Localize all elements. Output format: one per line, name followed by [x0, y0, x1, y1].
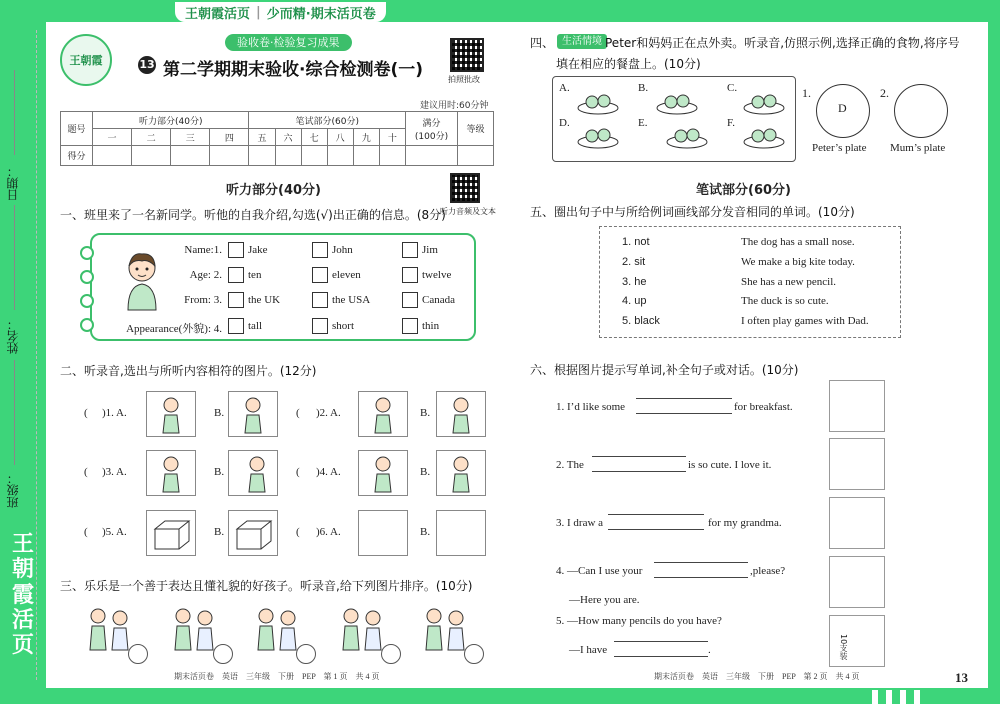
answer-blank-line[interactable]: [636, 413, 732, 414]
num-cell: 五: [249, 129, 275, 146]
sentence-text[interactable]: I often play games with Dad.: [741, 315, 869, 327]
plate-circle[interactable]: [894, 84, 948, 138]
footer-right: 期末活页卷 英语 三年级 下册 PEP 第 2 页 共 4 页: [654, 672, 860, 681]
hint-picture: [829, 438, 885, 490]
spiral-ring: [80, 318, 94, 332]
top-frame-bar: [0, 0, 1000, 22]
answer-option: Jim: [422, 244, 438, 256]
page-title: 第二学期期末验收·综合检测卷(一): [163, 60, 423, 80]
part1-row-label: Name:1.: [184, 244, 222, 256]
food-picture-icon: [665, 120, 709, 150]
child-figure-icon: [441, 454, 481, 494]
option-b-label: B.: [420, 407, 431, 419]
num-cell: 三: [171, 129, 210, 146]
num-cell: 七: [301, 129, 327, 146]
score-cell[interactable]: [171, 146, 210, 166]
sentence-prefix: 4. —Can I use your: [556, 565, 643, 577]
exam-tag: 验收卷·检验复习成果: [225, 34, 352, 51]
answer-paren-open: (: [84, 407, 88, 419]
brand-banner: [175, 2, 386, 22]
food-option-label: D.: [559, 117, 570, 129]
num-cell: 六: [275, 129, 301, 146]
child-figure-icon: [237, 454, 277, 494]
sentence-text[interactable]: The dog has a small nose.: [741, 236, 855, 248]
score-cell[interactable]: [353, 146, 379, 166]
item-number: )5. A.: [102, 526, 127, 538]
sentence-suffix: .: [708, 644, 711, 656]
answer-paren-open: (: [296, 407, 300, 419]
score-cell[interactable]: [249, 146, 275, 166]
answer-blank-line[interactable]: [592, 471, 686, 472]
item-number: )6. A.: [316, 526, 341, 538]
answer-blank-line[interactable]: [608, 529, 704, 530]
pencil-box-label: 10支装: [839, 634, 848, 661]
food-picture-icon: [742, 120, 786, 150]
hint-picture: [829, 556, 885, 608]
answer-line-upper: [608, 514, 704, 515]
order-answer-circle[interactable]: [381, 644, 401, 664]
sentence-prefix: 2. The: [556, 459, 584, 471]
score-cell[interactable]: [327, 146, 353, 166]
order-answer-circle[interactable]: [296, 644, 316, 664]
qr-code-grading[interactable]: [450, 38, 484, 72]
score-cell[interactable]: [406, 146, 458, 166]
hint-picture: [829, 615, 885, 667]
part1-row-label: Age: 2.: [189, 269, 222, 281]
writing-heading: 笔试部分(60分): [696, 183, 791, 198]
brand-name: 王朝霞活页: [185, 6, 251, 22]
hint-picture: [829, 497, 885, 549]
sentence-text[interactable]: We make a big kite today.: [741, 256, 855, 268]
col-label: 题号: [61, 112, 93, 146]
score-cell[interactable]: [275, 146, 301, 166]
answer-checkbox[interactable]: [402, 318, 418, 334]
answer-line-upper: [654, 562, 748, 563]
spiral-ring: [80, 294, 94, 308]
answer-paren-blank[interactable]: [302, 407, 314, 421]
child-figure-icon: [233, 395, 273, 435]
full-score-value: (100分): [414, 131, 449, 142]
answer-paren-blank[interactable]: [90, 526, 102, 540]
answer-paren-blank[interactable]: [90, 466, 102, 480]
option-b-label: B.: [214, 407, 225, 419]
qr-audio-label: 听力音频及文本: [440, 207, 496, 216]
answer-option: eleven: [332, 269, 361, 281]
qr-grading-label: 拍照批改: [448, 75, 480, 84]
grade-header: 等级: [458, 112, 494, 146]
score-cell[interactable]: [379, 146, 405, 166]
life-scene-tag: 生活情境: [557, 34, 607, 49]
part4-title-line2: 填在相应的餐盘上。(10分): [556, 57, 701, 71]
hint-picture: [829, 380, 885, 432]
answer-checkbox[interactable]: [312, 242, 328, 258]
part1-title: 一、班里来了一名新同学。听他的自我介绍,勾选(√)出正确的信息。(8分): [60, 208, 446, 222]
option-b-label: B.: [214, 526, 225, 538]
answer-option: the USA: [332, 294, 371, 306]
answer-paren-open: (: [84, 466, 88, 478]
sentence-suffix: for my grandma.: [708, 517, 782, 529]
side-date-label: 日期：: [6, 165, 20, 201]
spiral-ring: [80, 246, 94, 260]
sentence-prefix: 1. I’d like some: [556, 401, 626, 413]
num-cell: 一: [93, 129, 132, 146]
brand-separator: |: [256, 4, 261, 20]
qr-code-audio[interactable]: [450, 173, 480, 203]
answer-paren-open: (: [84, 526, 88, 538]
answer-paren-open: (: [296, 466, 300, 478]
food-option-label: C.: [727, 82, 738, 94]
plate-number: 2.: [880, 86, 889, 100]
child-figure-icon: [151, 395, 191, 435]
order-answer-circle[interactable]: [213, 644, 233, 664]
plate-number: 1.: [802, 86, 811, 100]
answer-line-upper: [592, 456, 686, 457]
child-figure-icon: [363, 454, 403, 494]
side-name-line: [14, 205, 15, 310]
sentence-suffix: is so cute. I love it.: [688, 459, 772, 471]
side-class-line: [14, 360, 15, 465]
decorative-stripes: [868, 690, 928, 704]
part6-title: 六、根据图片提示写单词,补全句子或对话。(10分): [530, 363, 799, 377]
answer-option: the UK: [248, 294, 281, 306]
answer-checkbox[interactable]: [228, 242, 244, 258]
plate-caption: Mum’s plate: [890, 142, 946, 154]
answer-checkbox[interactable]: [312, 267, 328, 283]
example-word: 2. sit: [622, 256, 646, 268]
full-score-label: 满分: [422, 118, 441, 129]
num-cell: 四: [210, 129, 249, 146]
answer-blank-line[interactable]: [654, 577, 748, 578]
answer-option: Canada: [422, 294, 455, 306]
side-date-line: [14, 70, 15, 155]
bottom-frame-bar: [0, 688, 1000, 704]
score-cell[interactable]: [301, 146, 327, 166]
num-cell: 二: [132, 129, 171, 146]
picture-option-a[interactable]: [358, 510, 408, 556]
order-answer-circle[interactable]: [128, 644, 148, 664]
answer-checkbox[interactable]: [312, 292, 328, 308]
listening-heading: 听力部分(40分): [226, 183, 321, 198]
spiral-ring: [80, 270, 94, 284]
answer-blank-line[interactable]: [614, 656, 708, 657]
sentence-text[interactable]: She has a new pencil.: [741, 276, 836, 288]
food-picture-icon: [576, 86, 620, 116]
answer-option: thin: [422, 320, 440, 332]
num-cell: 十: [379, 129, 405, 146]
answer-checkbox[interactable]: [228, 267, 244, 283]
brand-slogan: 少而精·期末活页卷: [266, 6, 376, 22]
answer-checkbox[interactable]: [228, 318, 244, 334]
sentence-suffix: for breakfast.: [734, 401, 793, 413]
score-cell[interactable]: [458, 146, 494, 166]
answer-checkbox[interactable]: [402, 292, 418, 308]
writing-header: 笔试部分(60分): [249, 112, 406, 129]
sentence-suffix: ,please?: [750, 565, 786, 577]
box-icon: [233, 517, 273, 551]
food-option-label: F.: [727, 117, 735, 129]
answer-option: John: [332, 244, 353, 256]
sentence-text[interactable]: The duck is so cute.: [741, 295, 829, 307]
score-table: [60, 111, 494, 166]
order-answer-circle[interactable]: [464, 644, 484, 664]
item-number: )1. A.: [102, 407, 127, 419]
brand-logo-text: 王朝霞: [69, 54, 103, 67]
part3-title: 三、乐乐是一个善于表达且懂礼貌的好孩子。听录音,给下列图片排序。(10分): [60, 579, 473, 593]
score-cell[interactable]: [93, 146, 132, 166]
part4-title: Peter和妈妈正在点外卖。听录音,仿照示例,选择正确的食物,将序号: [605, 36, 960, 50]
answer-checkbox[interactable]: [228, 292, 244, 308]
exam-number-badge: 13: [138, 56, 156, 74]
sentence-prefix: 3. I draw a: [556, 517, 604, 529]
sentence-prefix: 5. —How many pencils do you have?: [556, 615, 722, 627]
full-score-header: [406, 112, 458, 146]
answer-option: Jake: [248, 244, 268, 256]
score-row-label: 得分: [61, 146, 93, 166]
child-figure-icon: [151, 454, 191, 494]
child-figure-icon: [363, 395, 403, 435]
answer-paren-blank[interactable]: [302, 466, 314, 480]
brand-logo: [60, 34, 112, 86]
side-name-label: 姓名：: [6, 318, 20, 354]
num-cell: 九: [353, 129, 379, 146]
part5-title: 五、圈出句子中与所给例词画线部分发音相同的单词。(10分): [530, 205, 855, 219]
part1-row-label: Appearance(外貌): 4.: [126, 323, 222, 335]
sentence-prefix: —I have: [569, 644, 608, 656]
example-word: 5. black: [622, 315, 660, 327]
part1-row-label: From: 3.: [184, 294, 222, 306]
footer-left: 期末活页卷 英语 三年级 下册 PEP 第 1 页 共 4 页: [174, 672, 380, 681]
num-cell: 八: [327, 129, 353, 146]
plate-caption: Peter’s plate: [812, 142, 867, 154]
score-cell[interactable]: [132, 146, 171, 166]
suggested-time: 建议用时:60分钟: [420, 101, 489, 111]
food-picture-icon: [742, 86, 786, 116]
food-picture-icon: [655, 86, 699, 116]
box-icon: [151, 517, 191, 551]
food-picture-icon: [576, 120, 620, 150]
answer-option: tall: [248, 320, 263, 332]
answer-paren-blank[interactable]: [302, 526, 314, 540]
option-b-label: B.: [420, 466, 431, 478]
child-figure-icon: [441, 395, 481, 435]
item-number: )3. A.: [102, 466, 127, 478]
listening-header: 听力部分(40分): [93, 112, 249, 129]
item-number: )4. A.: [316, 466, 341, 478]
food-option-label: B.: [638, 82, 649, 94]
example-word: 3. he: [622, 276, 647, 288]
answer-line-upper: [636, 398, 732, 399]
example-word: 1. not: [622, 236, 650, 248]
right-frame-bar: [988, 0, 1000, 704]
food-option-label: A.: [559, 82, 570, 94]
answer-paren-open: (: [296, 526, 300, 538]
page-number: 13: [955, 670, 968, 685]
part4-title-prefix: 四、: [530, 36, 555, 50]
score-cell[interactable]: [210, 146, 249, 166]
answer-checkbox[interactable]: [402, 267, 418, 283]
side-class-label: 班级：: [6, 472, 20, 508]
answer-line-upper: [614, 641, 708, 642]
answer-paren-blank[interactable]: [90, 407, 102, 421]
answer-checkbox[interactable]: [312, 318, 328, 334]
answer-option: short: [332, 320, 354, 332]
sentence-prefix: —Here you are.: [569, 594, 640, 606]
plate-answer: D: [838, 101, 847, 115]
option-b-label: B.: [420, 526, 431, 538]
side-brand-logo: 王朝霞活页: [11, 531, 34, 659]
option-b-label: B.: [214, 466, 225, 478]
answer-option: ten: [248, 269, 262, 281]
item-number: )2. A.: [316, 407, 341, 419]
food-option-label: E.: [638, 117, 648, 129]
part2-title: 二、听录音,选出与所听内容相符的图片。(12分): [60, 364, 317, 378]
example-word: 4. up: [622, 295, 647, 307]
picture-option-b[interactable]: [436, 510, 486, 556]
answer-option: twelve: [422, 269, 452, 281]
answer-checkbox[interactable]: [402, 242, 418, 258]
